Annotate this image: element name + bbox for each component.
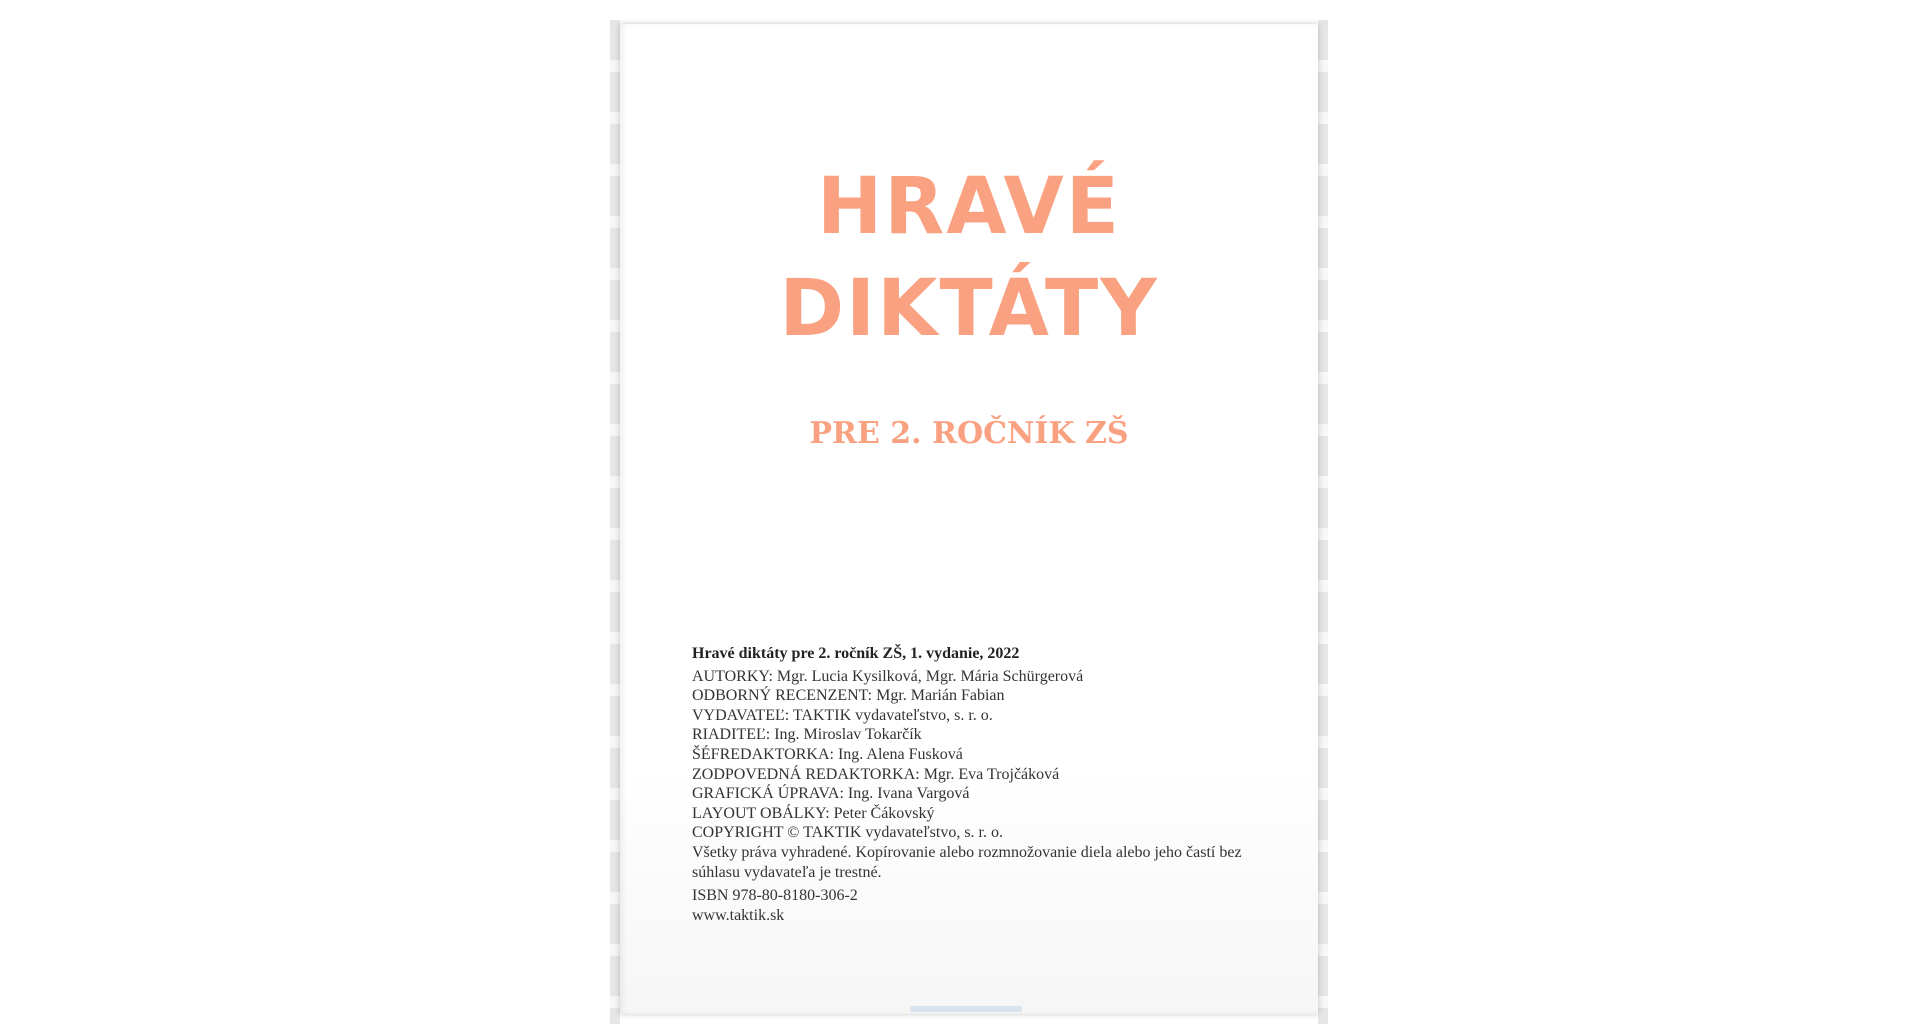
imprint-reviewer: ODBORNÝ RECENZENT: Mgr. Marián Fabian [692, 687, 1005, 705]
page-stack [614, 20, 1324, 1024]
book-title-line-1: HRAVÉ [816, 162, 1122, 252]
page-stack-right-edge [1318, 20, 1328, 1024]
imprint-block [692, 644, 1252, 925]
imprint-director: RIADITEĽ: Ing. Miroslav Tokarčík [692, 726, 922, 744]
imprint-copyright: COPYRIGHT © TAKTIK vydavateľstvo, s. r. o. [692, 824, 1003, 842]
imprint-rights-notice: Všetky práva vyhradené. Kopírovanie alebo rozmnožovanie diela alebo jeho častí bez súhlasu vydavateľa je trestné. [692, 843, 1242, 881]
imprint-authors: AUTORKY: Mgr. Lucia Kysilková, Mgr. Mária Schürgerová [692, 667, 1084, 685]
imprint-graphic-design: GRAFICKÁ ÚPRAVA: Ing. Ivana Vargová [692, 785, 970, 803]
book-title [620, 156, 1318, 360]
book-subtitle: PRE 2. ROČNÍK ZŠ [809, 416, 1129, 451]
document-page[interactable] [620, 24, 1318, 1014]
imprint-responsible-editor: ZODPOVEDNÁ REDAKTORKA: Mgr. Eva Trojčáková [692, 765, 1060, 783]
page-stack-left-edge [610, 20, 620, 1024]
imprint-website: www.taktik.sk [692, 906, 785, 924]
imprint-publisher: VYDAVATEĽ: TAKTIK vydavateľstvo, s. r. o. [692, 706, 993, 724]
horizontal-scrollbar-thumb[interactable] [910, 1006, 1022, 1012]
book-title-line-2: DIKTÁTY [779, 264, 1159, 354]
imprint-heading: Hravé diktáty pre 2. ročník ZŠ, 1. vydanie, 2022 [692, 645, 1020, 662]
imprint-cover-layout: LAYOUT OBÁLKY: Peter Čákovský [692, 804, 935, 822]
imprint-isbn: ISBN 978-80-8180-306-2 [692, 887, 858, 905]
imprint-chief-editor: ŠÉFREDAKTORKA: Ing. Alena Fusková [692, 745, 963, 763]
